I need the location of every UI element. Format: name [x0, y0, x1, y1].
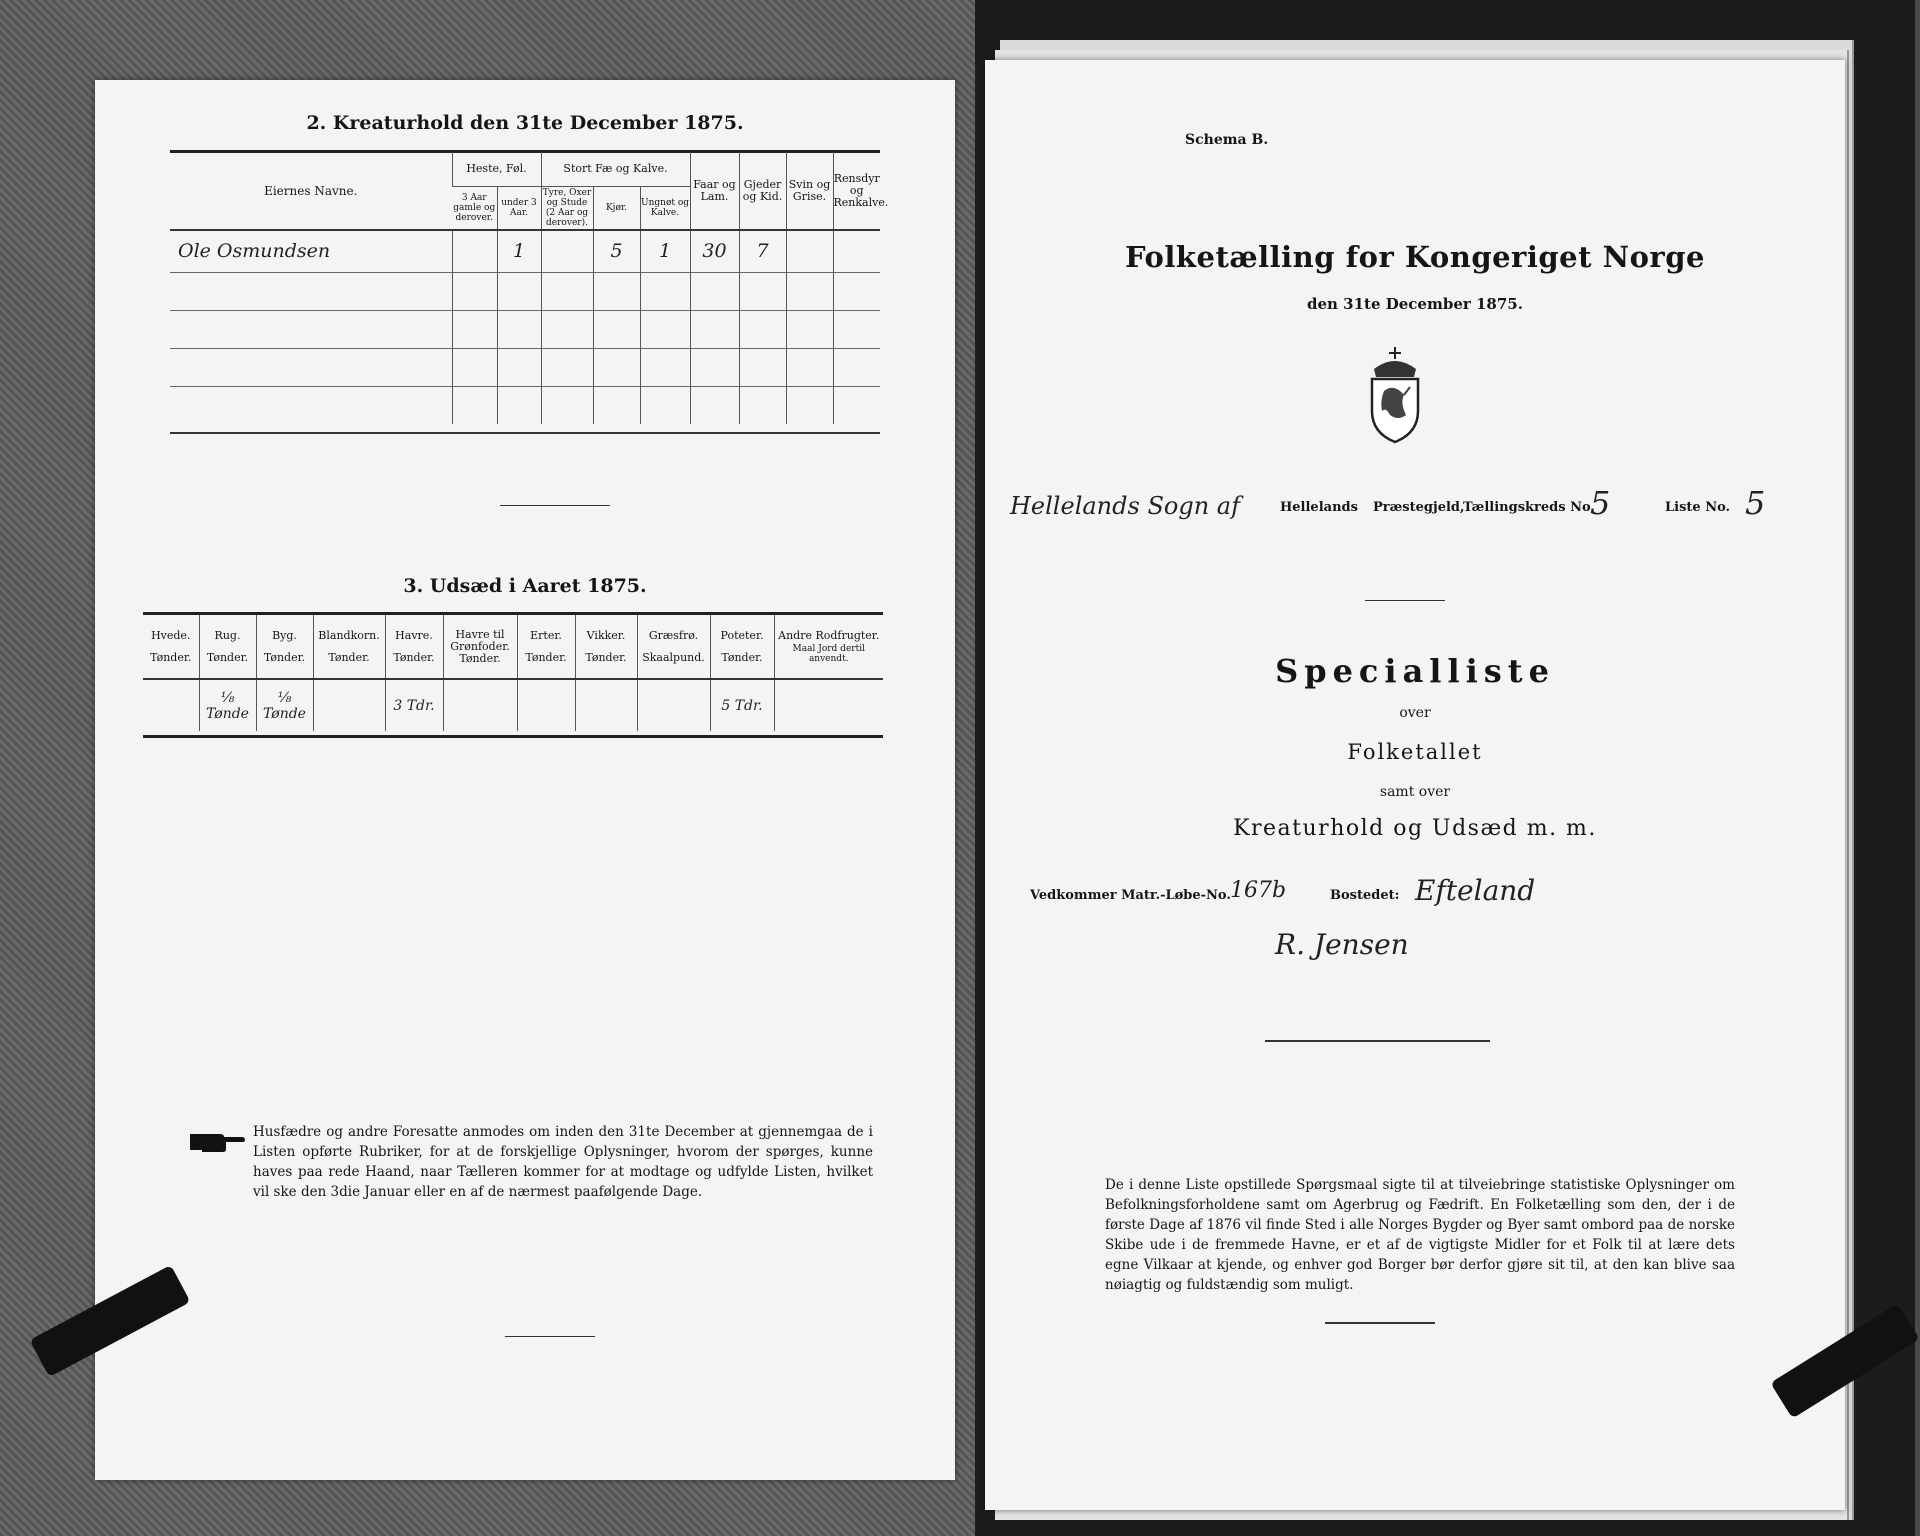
separator-rule: [500, 505, 610, 506]
value-stort-b: 5: [593, 230, 640, 272]
header-heste-a: 3 Aar gamle og derover.: [453, 192, 496, 223]
header-andre-unit: Maal Jord dertil anvendt.: [792, 643, 865, 664]
table-row: [143, 679, 883, 731]
header-blandkorn-unit: Tønder.: [328, 650, 370, 664]
value-stort-c: 1: [640, 230, 690, 272]
header-erter-unit: Tønder.: [525, 650, 567, 664]
header-byg: [256, 615, 313, 679]
header-stort: Stort Fæ og Kalve.: [541, 152, 690, 186]
value-rug: ⅛ Tønde: [199, 679, 256, 731]
header-erter-label: Erter.: [530, 628, 562, 642]
owner-name: Ole Osmundsen: [178, 240, 331, 263]
header-erter: [517, 615, 575, 679]
header-stort-c: Ungnøt og Kalve.: [640, 186, 690, 230]
value-gjeder: 7: [739, 230, 786, 272]
header-faar: Faar og Lam.: [690, 152, 739, 230]
value-havre-gron: [443, 679, 517, 731]
value-poteter: 5 Tdr.: [710, 679, 774, 731]
header-vikker-label: Vikker.: [586, 628, 626, 642]
bosted-value: Efteland: [1415, 874, 1536, 907]
page-title: Folketælling for Kongeriget Norge: [1125, 240, 1705, 274]
header-gjeder: Gjeder og Kid.: [739, 152, 786, 230]
header-byg-label: Byg.: [272, 628, 297, 642]
matr-label: Vedkommer Matr.-Løbe-No.: [1030, 888, 1231, 903]
header-poteter: [710, 615, 774, 679]
header-hvede-unit: Tønder.: [150, 650, 192, 664]
table-row: [170, 230, 880, 272]
header-vikker-unit: Tønder.: [585, 650, 627, 664]
header-heste: Heste, Føl.: [452, 152, 541, 186]
value-rensdyr: [833, 230, 880, 272]
header-stort-a: Tyre, Oxer og Stude (2 Aar og derover).: [541, 186, 593, 230]
left-page: [95, 80, 955, 1480]
header-blandkorn: [313, 615, 385, 679]
bottom-rule-right: [1325, 1322, 1435, 1324]
folketallet-label: Folketallet: [1347, 740, 1483, 764]
header-graesfro-label: Græsfrø.: [648, 628, 699, 642]
value-stort-a: [541, 230, 593, 272]
table3-bottom-rule: [143, 735, 883, 738]
table-row: [170, 310, 880, 348]
specialliste-title: Specialliste: [1275, 652, 1555, 690]
header-hvede: [143, 615, 199, 679]
value-graesfro: [637, 679, 710, 731]
value-hvede: [143, 679, 199, 731]
liste-number: 5: [1745, 484, 1766, 522]
table2-bottom-rule: [170, 432, 880, 434]
parish-handwritten: Hellelands Sogn af: [1010, 492, 1240, 520]
header-andre-label: Andre Rodfrugter.: [778, 628, 880, 642]
intro-paragraph: De i denne Liste opstillede Spørgsmaal sigte til at tilveiebringe statistiske Oplysninger om Befolkningsforholdene samt om Agerbrug og Fædrift. En Folketælling som den, der i de første Dage af 1876 vil finde Sted i alle Norges Bygder og Byer samt ombord paa de norske Skibe ude i de fremmede Havne, er et af de vigtigste Midler for et Folk til at lære dets egne Vilkaar at kjende, og enhver god Borger bør derfor gjøre sit til, at den kan blive saa nøiagtig og fuldstændig som muligt.: [1105, 1177, 1735, 1293]
header-blandkorn-label: Blandkorn.: [318, 628, 380, 642]
schema-label: Schema B.: [1185, 132, 1269, 148]
header-graesfro-unit: Skaalpund.: [642, 650, 705, 664]
header-svin: Svin og Grise.: [786, 152, 833, 230]
matr-number: 167b: [1230, 878, 1287, 903]
kreaturhold-table: [170, 152, 889, 424]
coat-of-arms-icon: [1360, 345, 1430, 445]
header-poteter-label: Poteter.: [720, 628, 764, 642]
value-erter: [517, 679, 575, 731]
value-faar: 30: [690, 230, 739, 272]
header-havre-gron-unit: Tønder.: [459, 651, 501, 665]
header-havre-gron: [443, 615, 517, 679]
header-havre-gron-label: Havre til Grønfoder.: [450, 627, 510, 653]
separator-rule-right: [1365, 600, 1445, 601]
value-svin: [786, 230, 833, 272]
right-page: [985, 60, 1845, 1510]
prestegjeld-label: Præstegjeld,: [1373, 500, 1465, 515]
header-rensdyr: Rensdyr og Renkalve.: [833, 152, 880, 230]
header-rug-label: Rug.: [214, 628, 241, 642]
bottom-rule-left: [505, 1336, 595, 1337]
signature-rule: [1265, 1040, 1490, 1042]
header-byg-unit: Tønder.: [263, 650, 306, 664]
kreds-number: 5: [1590, 484, 1611, 522]
header-havre: [385, 615, 443, 679]
over-label: over: [1399, 705, 1431, 721]
table-row: [170, 348, 880, 386]
liste-label: Liste No.: [1665, 500, 1731, 515]
value-vikker: [575, 679, 637, 731]
value-blandkorn: [313, 679, 385, 731]
signature: R. Jensen: [1275, 928, 1409, 961]
header-poteter-unit: Tønder.: [721, 650, 763, 664]
section3-title: 3. Udsæd i Aaret 1875.: [403, 575, 647, 597]
header-graesfro: [637, 615, 710, 679]
header-rug: [199, 615, 256, 679]
parish-printed: Hellelands: [1280, 500, 1358, 515]
table-row: [170, 386, 880, 424]
header-havre-unit: Tønder.: [393, 650, 435, 664]
header-andre: [774, 615, 883, 679]
pointing-hand-icon: [190, 1128, 245, 1156]
notice-text: Husfædre og andre Foresatte anmodes om inden den 31te December at gjennemgaa de i Listen opførte Rubriker, for at de forskjellige Oplysninger, hvorom der spørges, kunne haves paa rede Haand, naar Tælleren kommer for at modtage og udfylde Listen, hvilket vil ske den 3die Januar eller en af de nærmest paafølgende Dage.: [253, 1124, 873, 1200]
bosted-label: Bostedet:: [1330, 888, 1400, 903]
header-rug-unit: Tønder.: [206, 650, 249, 664]
header-havre-label: Havre.: [395, 628, 433, 642]
kreds-label: Tællingskreds No.: [1463, 500, 1595, 515]
value-havre: 3 Tdr.: [385, 679, 443, 731]
kreaturhold-label: Kreaturhold og Udsæd m. m.: [1233, 816, 1597, 841]
section2-title: 2. Kreaturhold den 31te December 1875.: [306, 112, 744, 134]
udsaed-table: [143, 615, 883, 731]
header-stort-b: Kjør.: [593, 186, 640, 230]
census-date: den 31te December 1875.: [1307, 295, 1523, 313]
header-hvede-label: Hvede.: [151, 628, 191, 642]
header-heste-b: under 3 Aar.: [497, 186, 541, 230]
value-heste-a: [452, 230, 497, 272]
samt-over-label: samt over: [1379, 784, 1451, 800]
value-heste-b: 1: [497, 230, 541, 272]
header-vikker: [575, 615, 637, 679]
header-owner: Eiernes Navne.: [264, 183, 358, 198]
value-byg: ⅛ Tønde: [256, 679, 313, 731]
value-andre: [774, 679, 883, 731]
table-row: [170, 272, 880, 310]
